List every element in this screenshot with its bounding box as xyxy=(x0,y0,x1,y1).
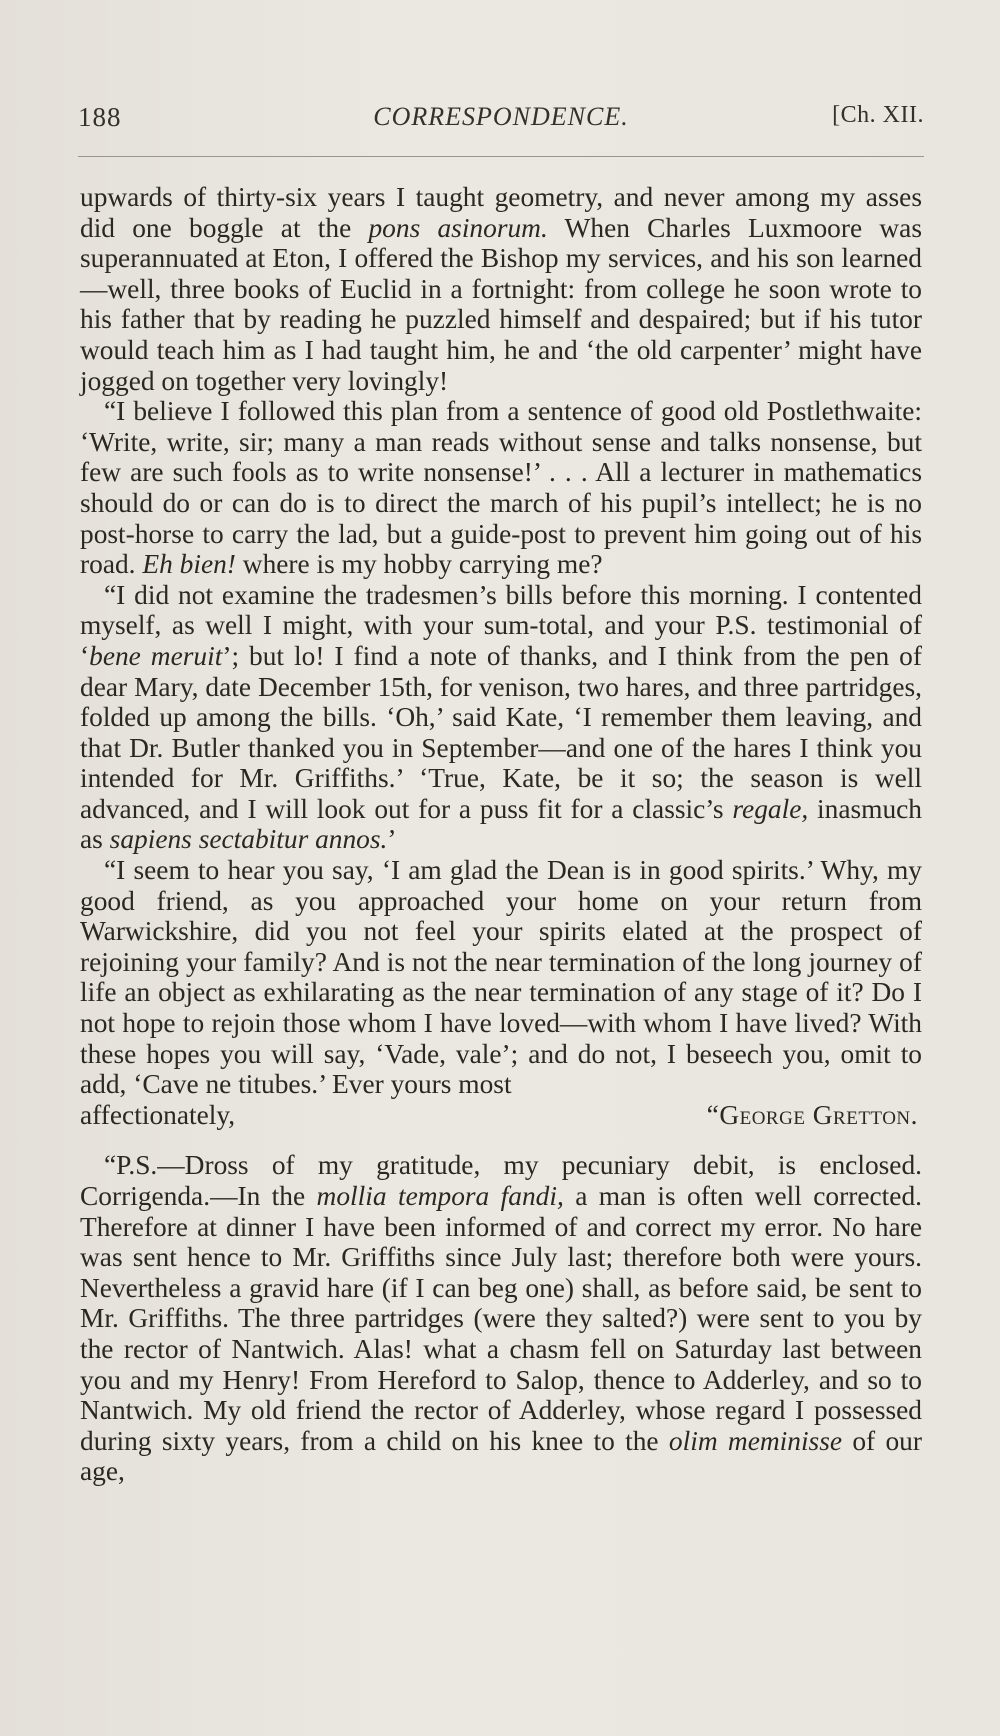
paragraph-3 xyxy=(80,580,922,855)
text-segment: “P.S.—Dross of my gratitude, my pecuniary debit, is enclosed. Corrigenda.—In the xyxy=(80,1150,922,1211)
italic-segment: pons asinorum. xyxy=(368,212,548,243)
valediction: affectionately, xyxy=(80,1099,236,1130)
postscript xyxy=(80,1150,922,1487)
text-segment: where is my hobby carrying me? xyxy=(235,549,603,580)
italic-segment: sapiens sectabitur annos. xyxy=(109,824,388,855)
text-segment: a man is often well corrected. Therefore at dinner I have been informed of and correct my error. No hare was sent hence to Mr. Griffiths since July last; therefore both were yours. Nevertheless a gravid hare (if I can beg one) shall, as before said, be sent to Mr. Griffiths. The three partridges (were they salted?) were sent to you by the rector of Nantwich. Alas! what a chasm fell on Saturday last between you and my Henry! From Hereford to Salop, thence to Adderley, and so to Nantwich. My old friend the rector of Adderley, whose regard I possessed during sixty years, from a child on his knee to the xyxy=(80,1181,922,1456)
text-segment: “I believe I followed this plan from a sentence of good old Postlethwaite: ‘Write, write, sir; many a man reads without sense and talks nonsense, but few are such fools as to write nonsense!’ . . . All a lecturer in mathematics should do or can do is to direct the march of his pupil’s intellect; he is no post-horse to carry the lad, but a guide-post to prevent him going out of his road. xyxy=(80,396,922,580)
text-segment: inasmuch as xyxy=(80,793,922,855)
header-rule xyxy=(78,156,924,157)
letter-closing xyxy=(80,1100,922,1131)
text-segment: “I did not examine the tradesmen’s bills before this morning. I contented myself, as well I might, with your sum-total, and your P.S. testimonial of ‘ xyxy=(80,579,922,671)
running-title: CORRESPONDENCE. xyxy=(373,102,629,131)
text-segment: When Charles Luxmoore was superannuated at Eton, I offered the Bishop my services, and his son learned—well, three books of Euclid in a fortnight: from college he soon wrote to his father that by reading he puzzled himself and despaired; but if his tutor would teach him as I had taught him, he and ‘the old carpenter’ might have jogged on together very lovingly! xyxy=(80,212,922,396)
spacer xyxy=(80,1130,922,1150)
text-segment: of our age, xyxy=(80,1425,922,1487)
text-segment: ’ xyxy=(387,824,397,855)
italic-segment: bene meruit xyxy=(89,640,223,671)
italic-segment: Eh bien! xyxy=(142,549,236,580)
paragraph-4 xyxy=(80,855,922,1100)
page-number: 188 xyxy=(78,102,122,132)
paragraph-2 xyxy=(80,396,922,580)
italic-segment: mollia tempora fandi, xyxy=(316,1181,564,1211)
running-head xyxy=(78,102,924,142)
body-text xyxy=(80,182,922,1487)
text-segment: “I seem to hear you say, ‘I am glad the Dean is in good spirits.’ Why, my good friend, as you approached your home on your return from Warwickshire, did you not feel your spirits elated at the prospect of rejoining your family? And is not the near termination of the long journey of life an object as exhilarating as the near termination of any stage of it? Do I not hope to rejoin those whom I have loved—with whom I have lived? With these hopes you will say, ‘Vade, vale’; and do not, I beseech you, omit to add, ‘Cave ne titubes.’ Ever yours most xyxy=(80,855,922,1100)
paragraph-1 xyxy=(80,182,922,396)
italic-segment: regale, xyxy=(732,793,809,824)
signature: “George Gretton. xyxy=(706,1099,918,1130)
text-segment: upwards of thirty-six years I taught geometry, and never among my asses did one boggle at the xyxy=(80,182,922,243)
italic-segment: olim meminisse xyxy=(668,1425,843,1456)
text-segment: ’; but lo! I find a note of thanks, and I think from the pen of dear Mary, date December 15th, for venison, two hares, and three partridges, folded up among the bills. ‘Oh,’ said Kate, ‘I remember them leaving, and that Dr. Butler thanked you in September—and one of the hares I think you intended for Mr. Griffiths.’ ‘True, Kate, be it so; the season is well advanced, and I will look out for a puss fit for a classic’s xyxy=(80,640,922,824)
chapter-reference: [Ch. XII. xyxy=(832,102,924,128)
